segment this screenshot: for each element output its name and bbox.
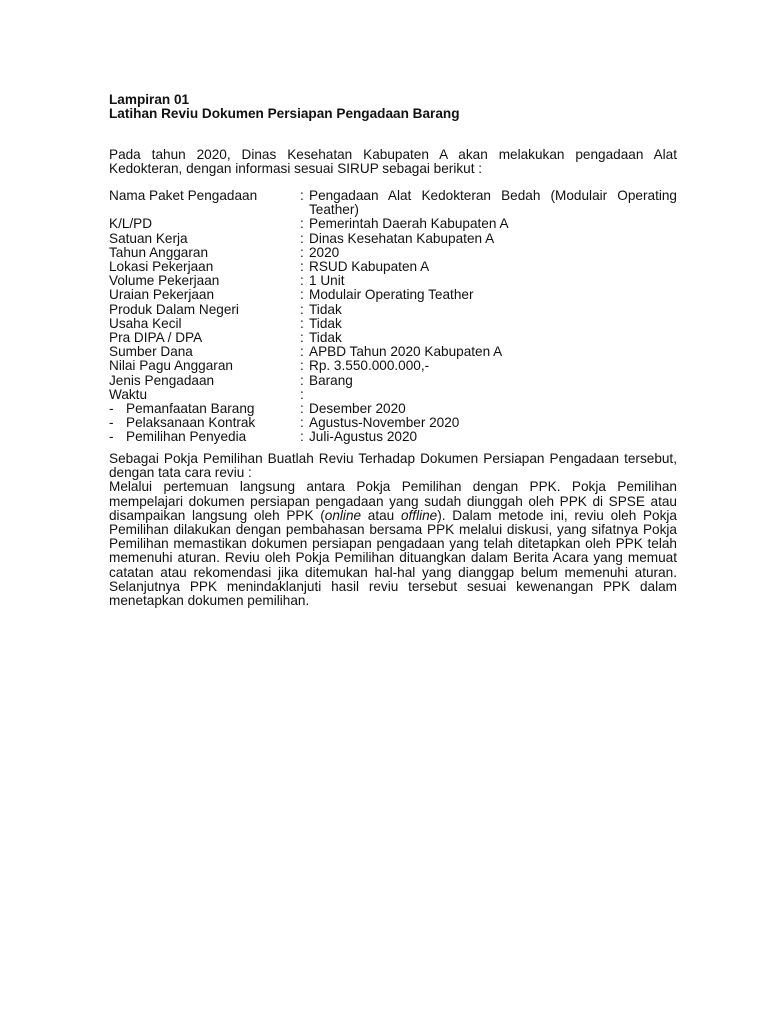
field-row-satuan-kerja — [109, 232, 677, 246]
field-label: Volume Pekerjaan — [109, 273, 220, 289]
field-value: Barang — [309, 372, 353, 388]
field-row-pelaksanaan-kontrak — [109, 416, 677, 430]
field-colon: : — [300, 330, 304, 346]
field-row-nama-paket — [109, 189, 677, 217]
field-value: Juli-Agustus 2020 — [309, 429, 418, 445]
field-value: Tidak — [309, 301, 342, 317]
field-value: Rp. 3.550.000.000,- — [309, 358, 430, 374]
field-colon: : — [300, 415, 304, 431]
field-value: APBD Tahun 2020 Kabupaten A — [309, 344, 503, 360]
procedure-online-term: online — [324, 507, 362, 523]
field-row-tahun-anggaran — [109, 246, 677, 260]
review-instructions — [109, 452, 677, 608]
field-colon: : — [300, 287, 304, 303]
field-colon: : — [300, 259, 304, 275]
field-label: Usaha Kecil — [109, 315, 182, 331]
package-info-table — [109, 189, 677, 445]
field-value: Tidak — [309, 315, 342, 331]
procedure-text-part1: Melalui pertemuan langsung antara Pokja Pemilihan dengan PPK. Pokja Pemilihan mempelajari dokumen persiapan pengadaan yang sudah diunggah oleh PPK di SPSE atau disampaikan langsung oleh PPK ( — [109, 479, 677, 523]
field-row-lokasi-pekerjaan — [109, 260, 677, 274]
field-value: Pengadaan Alat Kedokteran Bedah (Modulair Operating Teather) — [309, 188, 677, 218]
procedure-offline-term: offline — [400, 507, 438, 523]
field-colon: : — [300, 216, 304, 232]
field-label: Tahun Anggaran — [109, 244, 209, 260]
field-row-usaha-kecil — [109, 317, 677, 331]
field-label: Jenis Pengadaan — [109, 372, 215, 388]
field-value: Pemerintah Daerah Kabupaten A — [309, 216, 509, 232]
field-colon: : — [300, 315, 304, 331]
field-label: - Pemanfaatan Barang — [109, 402, 300, 416]
instruction-paragraph: Sebagai Pokja Pemilihan Buatlah Reviu Terhadap Dokumen Persiapan Pengadaan tersebut, dengan tata cara reviu : — [109, 451, 677, 481]
field-colon: : — [300, 301, 304, 317]
field-label: Produk Dalam Negeri — [109, 301, 239, 317]
heading-title: Latihan Reviu Dokumen Persiapan Pengadaan Barang — [109, 106, 460, 122]
field-colon: : — [300, 273, 304, 289]
field-value: 1 Unit — [309, 273, 345, 289]
field-value: RSUD Kabupaten A — [309, 259, 430, 275]
field-label: Satuan Kerja — [109, 230, 188, 246]
field-value: Dinas Kesehatan Kabupaten A — [309, 230, 495, 246]
field-colon: : — [300, 344, 304, 360]
field-row-waktu — [109, 388, 677, 402]
field-row-pra-dipa — [109, 331, 677, 345]
field-colon: : — [300, 429, 304, 445]
heading-lampiran: Lampiran 01 — [109, 92, 190, 107]
field-row-volume-pekerjaan — [109, 274, 677, 288]
field-row-produk-dalam-negeri — [109, 303, 677, 317]
field-label: Sumber Dana — [109, 344, 193, 360]
procedure-text-part2: ). Dalam metode ini, reviu oleh Pokja Pemilihan dilakukan dengan pembahasan bersama PPK melalui diskusi, yang sifatnya Pokja Pemilihan memastikan dokumen persiapan pengadaan yang telah ditetapkan oleh PPK telah memenuhi aturan. Reviu oleh Pokja Pemilihan dituangkan dalam Berita Acara yang memuat catatan atau rekomendasi jika ditemukan hal-hal yang dianggap belum memenuhi aturan. Selanjutnya PPK menindaklanjuti hasil reviu tersebut sesuai kewenangan PPK dalam menetapkan dokumen pemilihan. — [109, 507, 677, 609]
intro-paragraph: Pada tahun 2020, Dinas Kesehatan Kabupaten A akan melakukan pengadaan Alat Kedokteran, dengan informasi sesuai SIRUP sebagai berikut : — [109, 147, 677, 177]
field-colon: : — [300, 230, 304, 246]
field-colon: : — [300, 386, 304, 402]
field-label: Nilai Pagu Anggaran — [109, 358, 233, 374]
field-value: Desember 2020 — [309, 401, 406, 417]
procedure-conjunction: atau — [361, 507, 401, 523]
field-row-klpd — [109, 217, 677, 231]
field-value: Modulair Operating Teather — [309, 287, 474, 303]
field-value: 2020 — [309, 244, 340, 260]
field-row-nilai-pagu — [109, 359, 677, 373]
field-row-pemilihan-penyedia — [109, 430, 677, 444]
field-label: Uraian Pekerjaan — [109, 287, 215, 303]
field-label: Waktu — [109, 386, 148, 402]
field-label: Nama Paket Pengadaan — [109, 188, 258, 203]
document-heading — [109, 93, 460, 121]
field-label: - Pemilihan Penyedia — [109, 430, 300, 444]
field-colon: : — [300, 244, 304, 260]
field-colon: : — [300, 358, 304, 374]
field-value: Tidak — [309, 330, 342, 346]
field-row-uraian-pekerjaan — [109, 288, 677, 302]
field-label: K/L/PD — [109, 216, 153, 232]
field-row-sumber-dana — [109, 345, 677, 359]
field-label: Pra DIPA / DPA — [109, 330, 203, 346]
field-value: Agustus-November 2020 — [309, 415, 460, 431]
field-row-jenis-pengadaan — [109, 374, 677, 388]
field-colon: : — [300, 372, 304, 388]
field-label: - Pelaksanaan Kontrak — [109, 416, 300, 430]
procedure-paragraph — [109, 480, 677, 608]
field-colon: : — [300, 188, 304, 203]
field-row-pemanfaatan-barang — [109, 402, 677, 416]
field-label: Lokasi Pekerjaan — [109, 259, 214, 275]
field-colon: : — [300, 401, 304, 417]
